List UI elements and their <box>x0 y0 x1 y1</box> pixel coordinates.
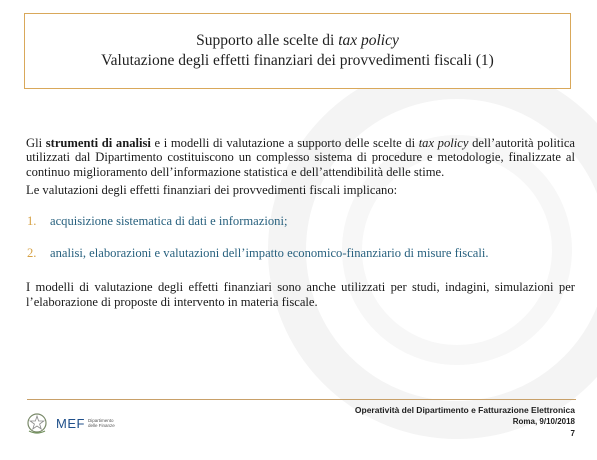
list-item-text: acquisizione sistematica di dati e informazioni; <box>50 213 288 228</box>
intro-bold-term: strumenti di analisi <box>45 136 151 150</box>
list-item <box>26 246 575 260</box>
republic-emblem-icon <box>26 411 48 435</box>
title-italic-term: tax policy <box>338 32 399 49</box>
intro-second-paragraph: Le valutazioni degli effetti finanziari dei provvedimenti fiscali implicano: <box>26 183 398 198</box>
title-prefix: Supporto alle scelte di <box>196 32 339 49</box>
footer-divider <box>27 399 576 400</box>
mef-logo-subtitle <box>88 418 115 428</box>
closing-paragraph: I modelli di valutazione degli effetti finanziari sono anche utilizzati per studi, indagini, simulazioni per l’elaborazione di proposte di intervento in materia fiscale. <box>26 280 575 309</box>
footer-page-number: 7 <box>570 429 575 438</box>
list-item-number: 2. <box>27 246 37 261</box>
mef-logo-sub-line-1: Dipartimento <box>87 418 114 423</box>
intro-paragraph <box>26 136 575 179</box>
list-item-number: 1. <box>27 213 37 228</box>
mef-logo <box>56 412 126 434</box>
implications-list <box>26 214 575 261</box>
slide-body <box>26 136 575 309</box>
intro-text-b: e i modelli di valutazione a supporto delle scelte di <box>150 136 419 150</box>
slide-title-line-1 <box>196 31 399 51</box>
slide-title-box <box>24 13 571 89</box>
slide-title-line-2: Valutazione degli effetti finanziari dei provvedimenti fiscali (1) <box>101 52 494 69</box>
footer-info <box>355 404 575 440</box>
footer-presentation-title: Operatività del Dipartimento e Fatturazione Elettronica <box>354 405 575 415</box>
intro-text-a: Gli <box>26 136 46 150</box>
list-item-text: analisi, elaborazioni e valutazioni dell’impatto economico-finanziario di misure fiscali. <box>50 246 489 261</box>
footer-date: Roma, 9/10/2018 <box>512 417 575 426</box>
intro-text-c: dell’autorità politica utilizzati dal Dipartimento costituiscono un complesso sistema di procedure e metodologie, finalizzate al continuo miglioramento dell’informazione statistica e dell’attendibilità delle stime. <box>26 136 576 179</box>
mef-logo-sub-line-2: delle Finanze <box>87 423 115 428</box>
intro-italic-term: tax policy <box>418 136 469 150</box>
mef-logo-letters: MEF <box>56 415 85 431</box>
list-item <box>26 214 575 228</box>
